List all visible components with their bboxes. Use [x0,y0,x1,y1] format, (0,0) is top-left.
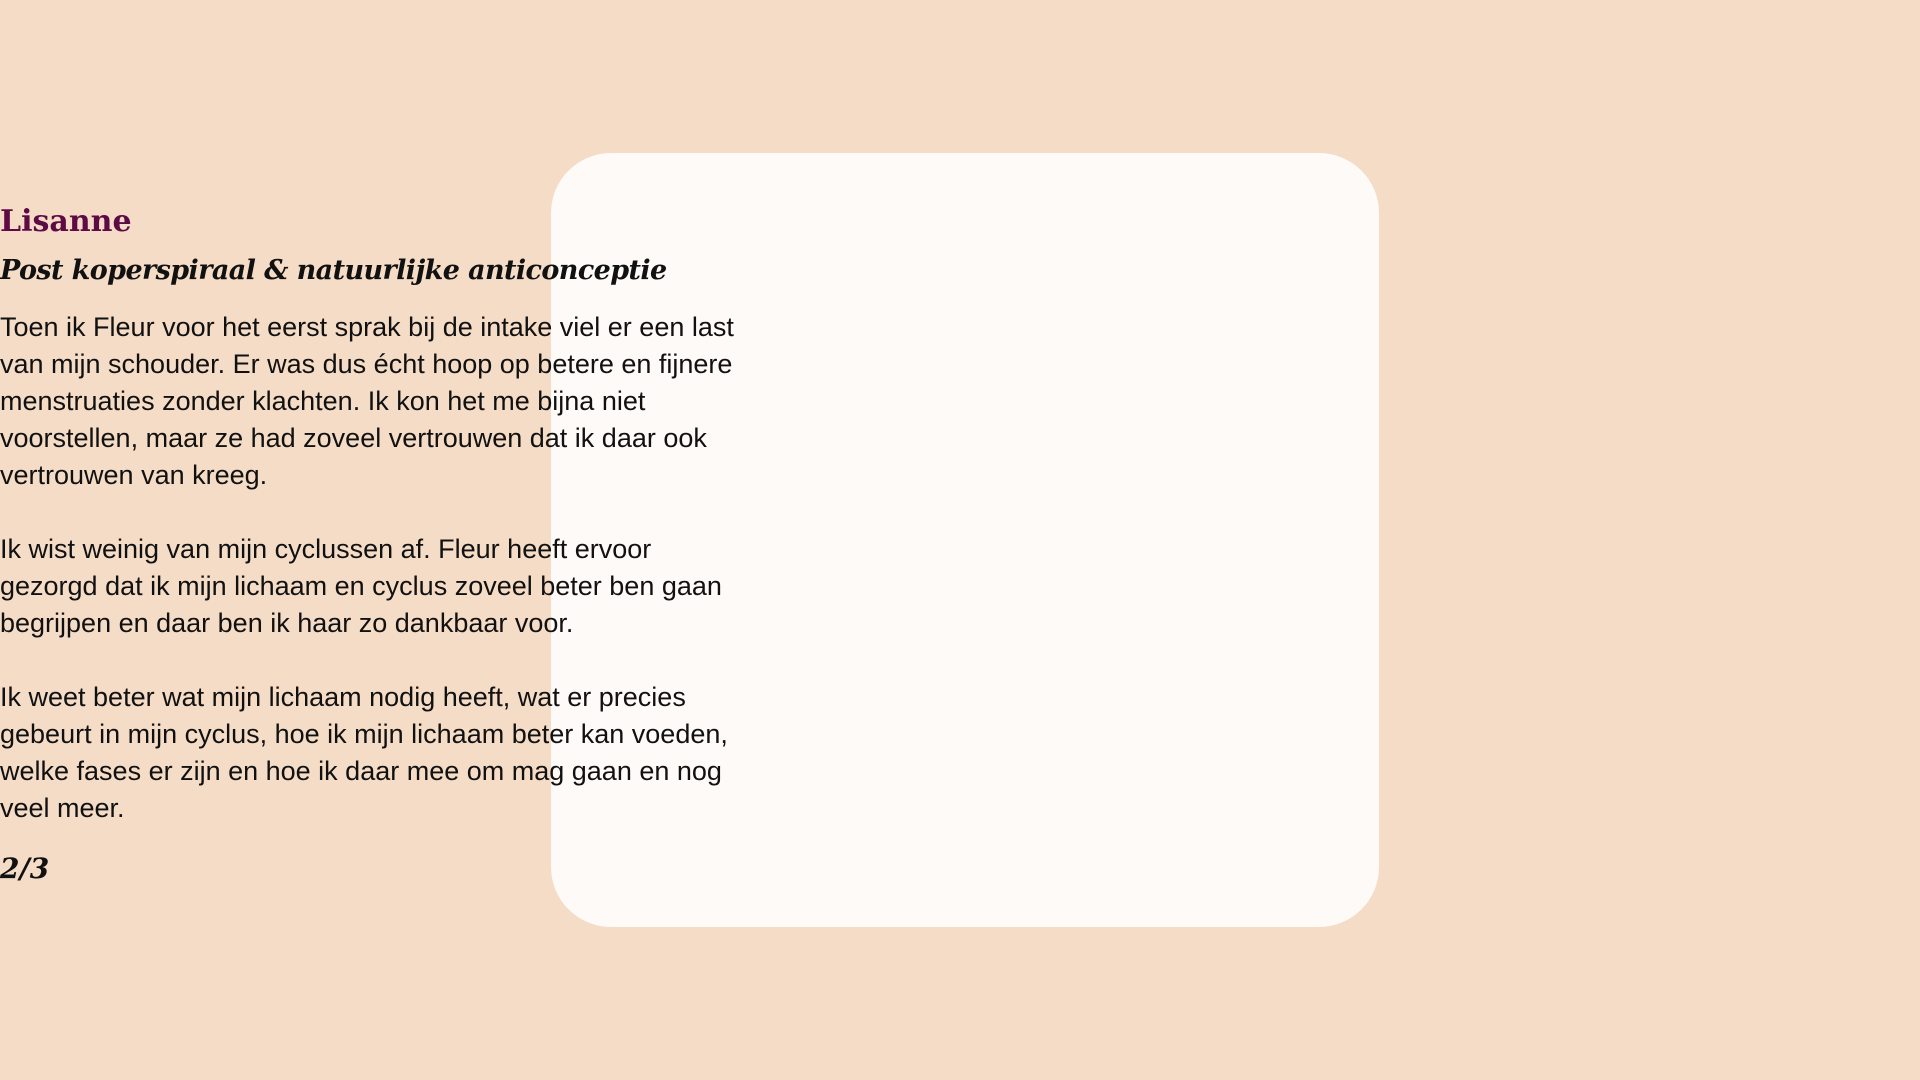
paragraph-line: voorstellen, maar ze had zoveel vertrouwen dat ik daar ook [0,423,707,453]
paragraph-line: Toen ik Fleur voor het eerst sprak bij de intake viel er een last [0,312,734,342]
paragraph-line: menstruaties zonder klachten. Ik kon het me bijna niet [0,386,646,416]
testimonial-subtitle: Post koperspiraal & natuurlijke anticonceptie [0,255,667,286]
testimonial-body [0,309,1920,864]
paragraph-line: vertrouwen van kreeg. [0,460,268,490]
testimonial-paragraph [0,309,1920,494]
paragraph-line: welke fases er zijn en hoe ik daar mee om mag gaan en nog [0,756,722,786]
page-indicator: 2/3 [0,852,50,885]
paragraph-line: gebeurt in mijn cyclus, hoe ik mijn lichaam beter kan voeden, [0,719,728,749]
paragraph-line: Ik weet beter wat mijn lichaam nodig heeft, wat er precies [0,682,686,712]
testimonial-name: Lisanne [0,204,132,239]
paragraph-line: begrijpen en daar ben ik haar zo dankbaar voor. [0,608,574,638]
paragraph-line: veel meer. [0,793,125,823]
paragraph-line: Ik wist weinig van mijn cyclussen af. Fleur heeft ervoor [0,534,652,564]
paragraph-line: gezorgd dat ik mijn lichaam en cyclus zoveel beter ben gaan [0,571,722,601]
testimonial-paragraph [0,531,1920,642]
paragraph-line: van mijn schouder. Er was dus écht hoop op betere en fijnere [0,349,733,379]
testimonial-paragraph [0,679,1920,827]
